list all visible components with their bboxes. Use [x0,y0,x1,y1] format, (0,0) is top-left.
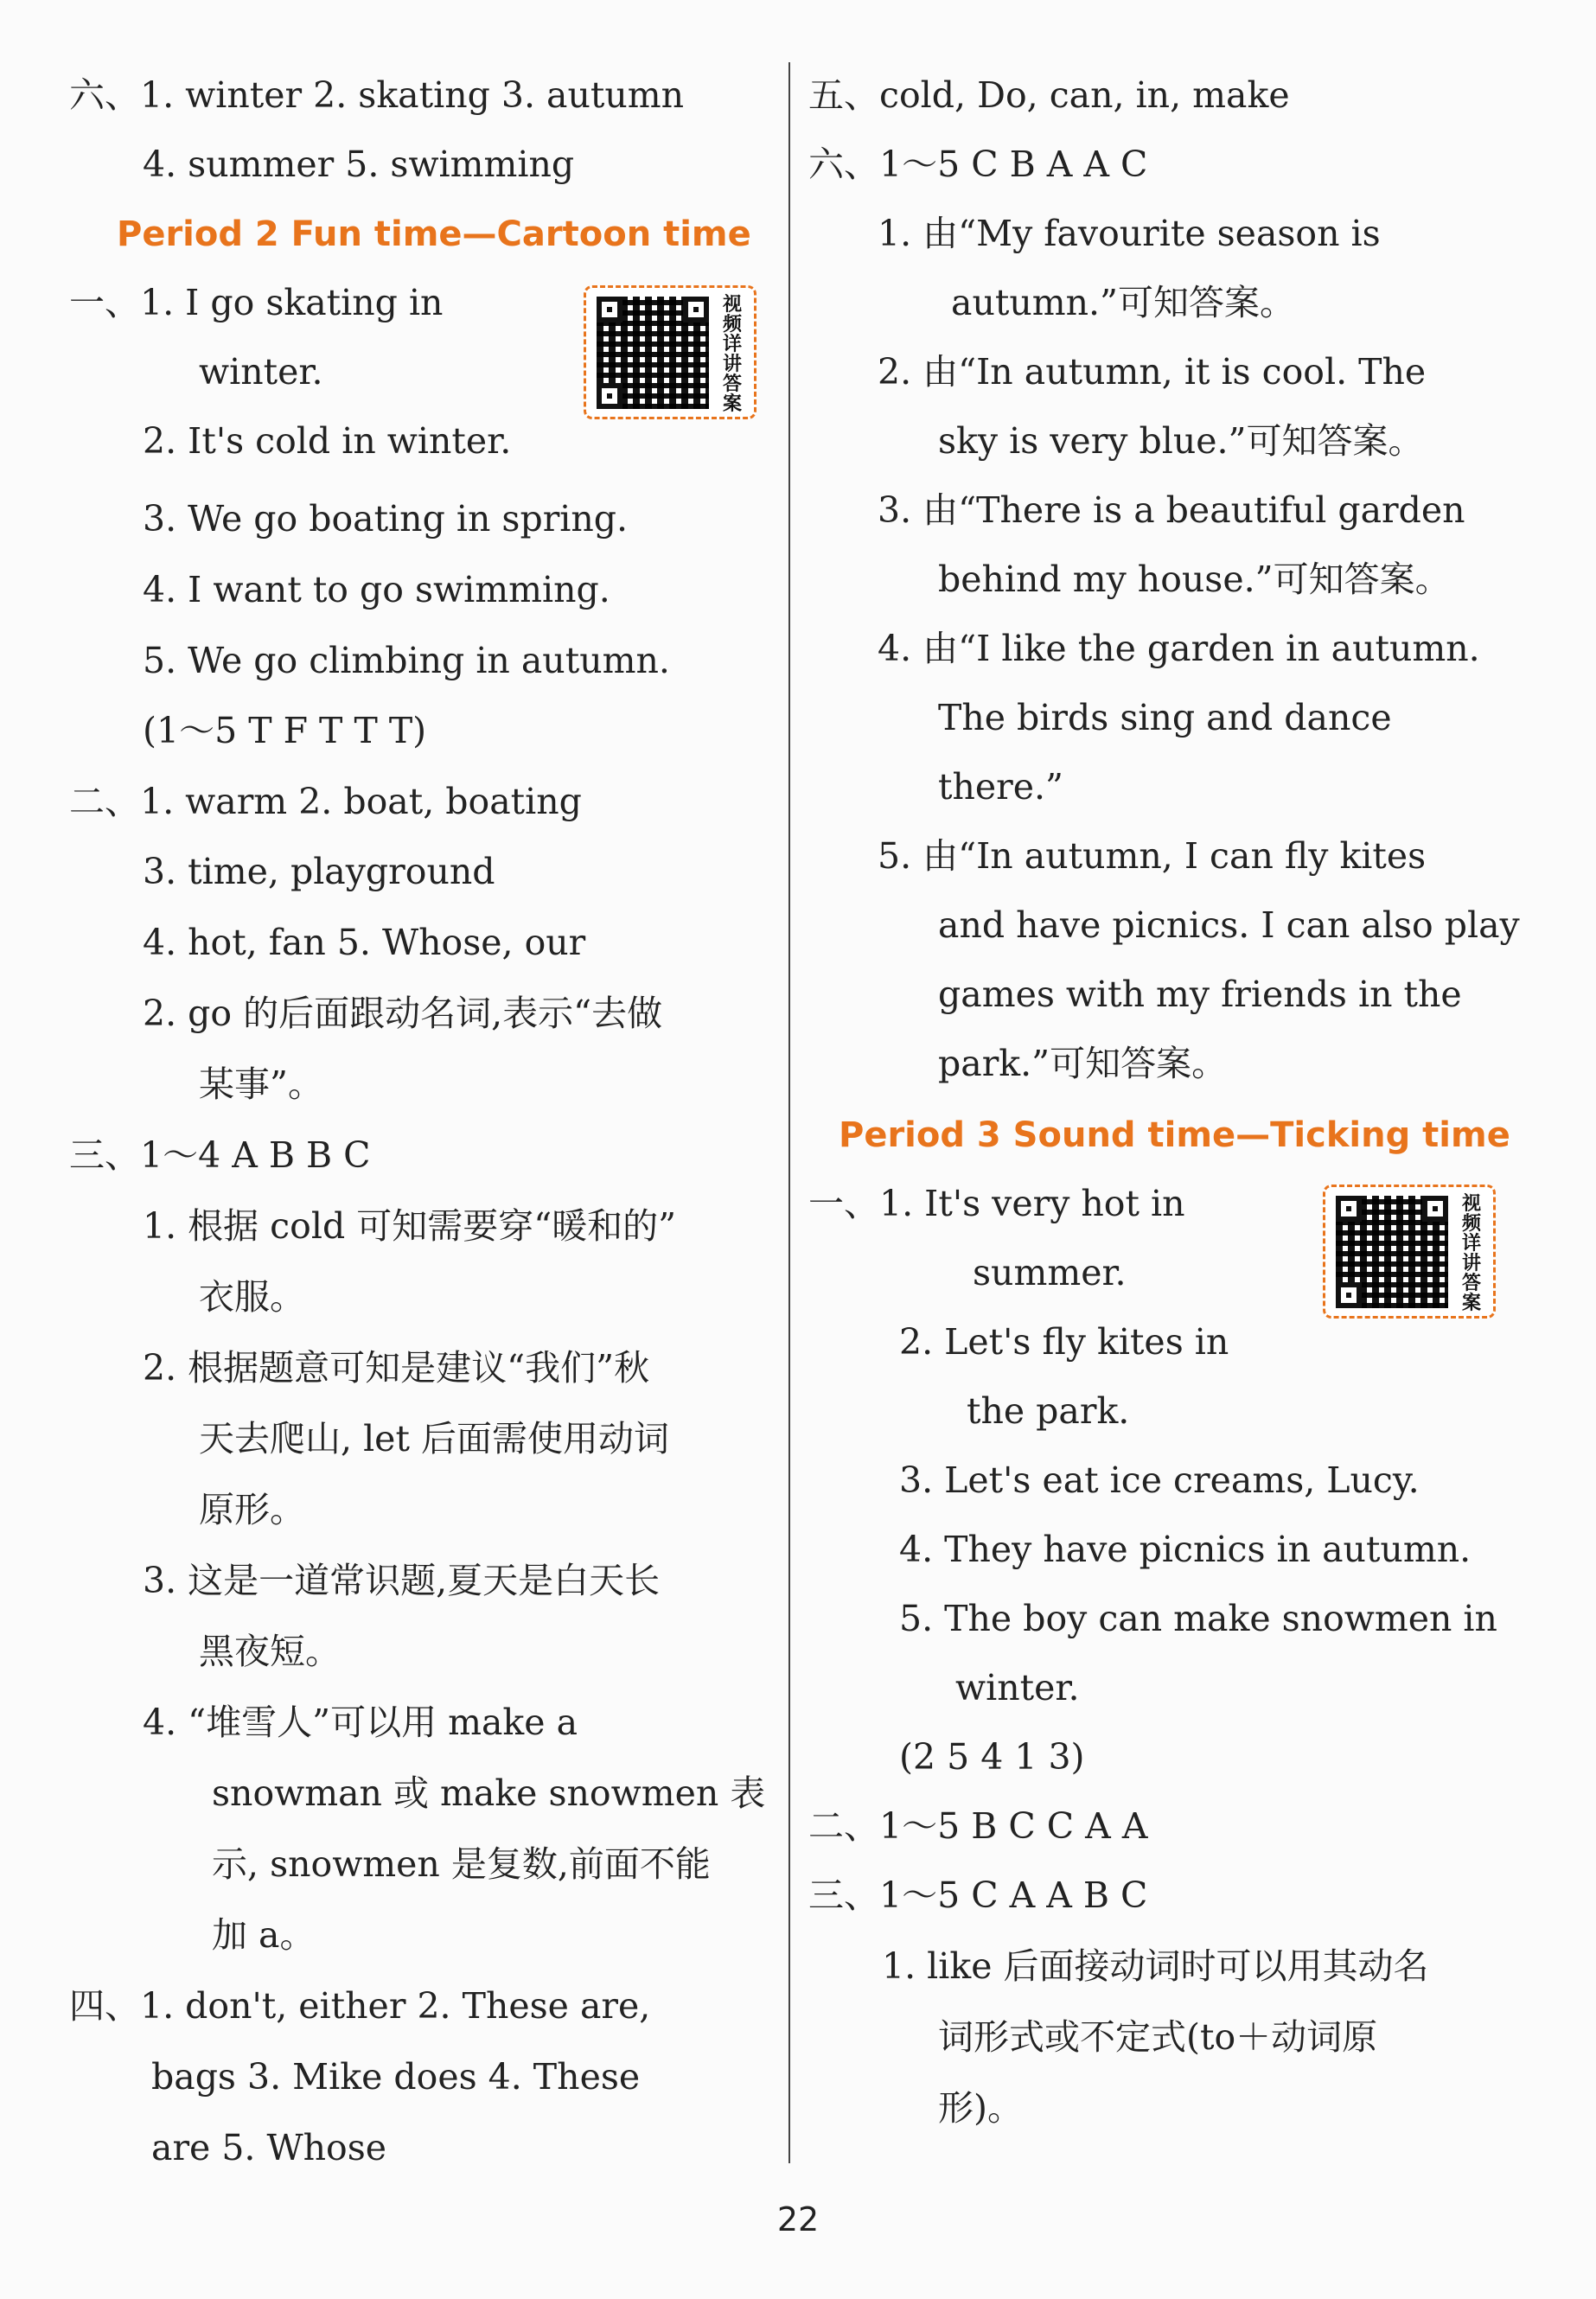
p3-section-1-item-2-cont: the park. [967,1390,1130,1432]
section-4-answers-cont2: are 5. Whose [151,2127,387,2168]
section-6-note-4: 4. 由“I like the garden in autumn. [878,628,1480,669]
p3-section-1-item-2: 2. Let's fly kites in [899,1321,1229,1363]
qr-finder-icon [1336,1282,1362,1308]
section-6-note-5-cont: and have picnics. I can also play [938,904,1520,946]
section-3-note-4: 4. “堆雪人”可以用 make a [143,1702,578,1743]
section-4-answers-cont: bags 3. Mike does 4. These [151,2056,641,2098]
p3-section-3-note-1: 1. like 后面接动词时可以用其动名 [882,1945,1429,1987]
column-divider [788,62,790,2163]
section-6-answers: 六、1. winter 2. skating 3. autumn [69,74,685,116]
section-6-note-3-cont: behind my house.”可知答案。 [938,559,1451,600]
section-6-note-5-cont3: park.”可知答案。 [938,1043,1228,1084]
p3-section-2-answers: 二、1～5 B C C A A [808,1805,1148,1847]
section-3-note-4-cont: snowman 或 make snowmen 表 [212,1772,766,1814]
section-3-note-2: 2. 根据题意可知是建议“我们”秋 [143,1347,650,1389]
qr-finder-icon [683,297,709,322]
section-2-item-3: 3. time, playground [143,851,495,892]
period-2-heading: Period 2 Fun time—Cartoon time [117,214,751,254]
p3-section-1-item-3: 3. Let's eat ice creams, Lucy. [899,1459,1420,1501]
p3-section-1-item-5-cont: winter. [955,1667,1080,1708]
section-6-note-4-cont2: there.” [938,766,1064,808]
qr-finder-icon [1336,1196,1362,1222]
p3-section-3-note-1-cont2: 形)。 [938,2087,1023,2129]
section-2-note-cont: 某事”。 [199,1063,323,1105]
qr-code-video[interactable] [584,285,757,419]
section-6-choice-answers: 六、1～5 C B A A C [808,144,1148,185]
section-1-tf-answers: (1～5 T F T T T) [143,710,427,751]
qr-finder-icon [1422,1196,1448,1222]
section-6-note-1: 1. 由“My favourite season is [878,213,1381,254]
section-3-note-4-cont3: 加 a。 [212,1914,316,1956]
page-number: 22 [776,2200,820,2238]
section-6-note-4-cont: The birds sing and dance [938,697,1392,738]
period-3-heading: Period 3 Sound time—Ticking time [839,1115,1510,1155]
qr-finder-icon [597,383,622,409]
section-6-answers-cont: 4. summer 5. swimming [143,144,575,185]
qr-finder-icon [597,297,622,322]
section-6-note-5-cont2: games with my friends in the [938,974,1462,1015]
qr-code-video[interactable] [1323,1185,1496,1319]
p3-section-3-note-1-cont: 词形式或不定式(to＋动词原 [938,2016,1378,2058]
section-1-item-5: 5. We go climbing in autumn. [143,640,670,681]
section-3-note-2-cont2: 原形。 [199,1489,305,1530]
qr-label: 视频详讲答案 [1461,1193,1481,1314]
p3-section-1-item-1: 一、1. It's very hot in [808,1183,1185,1224]
p3-section-1-item-5: 5. The boy can make snowmen in [899,1598,1497,1639]
section-6-note-3: 3. 由“There is a beautiful garden [878,489,1465,531]
section-1-item-4: 4. I want to go swimming. [143,569,610,610]
qr-label: 视频详讲答案 [722,294,742,415]
section-3-note-4-cont2: 示, snowmen 是复数,前面不能 [212,1843,711,1885]
section-1-item-1: 一、1. I go skating in [69,282,444,323]
p3-section-1-order: (2 5 4 1 3) [899,1736,1085,1778]
section-3-note-2-cont: 天去爬山, let 后面需使用动词 [199,1418,669,1459]
section-1-item-2: 2. It's cold in winter. [143,420,512,462]
section-4-answers: 四、1. don't, either 2. These are, [69,1985,651,2027]
section-2-note: 2. go 的后面跟动名词,表示“去做 [143,993,663,1034]
section-1-item-1-cont: winter. [199,351,323,393]
section-6-note-2: 2. 由“In autumn, it is cool. The [878,351,1427,393]
section-3-answers: 三、1～4 A B B C [69,1134,371,1176]
section-3-note-3-cont: 黑夜短。 [199,1631,341,1672]
section-5-answers: 五、cold, Do, can, in, make [808,74,1290,116]
p3-section-1-item-4: 4. They have picnics in autumn. [899,1529,1472,1570]
p3-section-3-answers: 三、1～5 C A A B C [808,1874,1148,1916]
section-2-answers: 二、1. warm 2. boat, boating [69,781,582,822]
section-3-note-3: 3. 这是一道常识题,夏天是白天长 [143,1560,661,1601]
section-6-note-1-cont: autumn.”可知答案。 [951,282,1296,323]
section-6-note-2-cont: sky is very blue.”可知答案。 [938,420,1424,462]
section-1-item-3: 3. We go boating in spring. [143,498,629,540]
section-6-note-5: 5. 由“In autumn, I can fly kites [878,835,1427,877]
section-2-item-4: 4. hot, fan 5. Whose, our [143,922,586,963]
p3-section-1-item-1-cont: summer. [973,1252,1127,1293]
section-3-note-1-cont: 衣服。 [199,1276,305,1318]
section-3-note-1: 1. 根据 cold 可知需要穿“暖和的” [143,1205,677,1247]
